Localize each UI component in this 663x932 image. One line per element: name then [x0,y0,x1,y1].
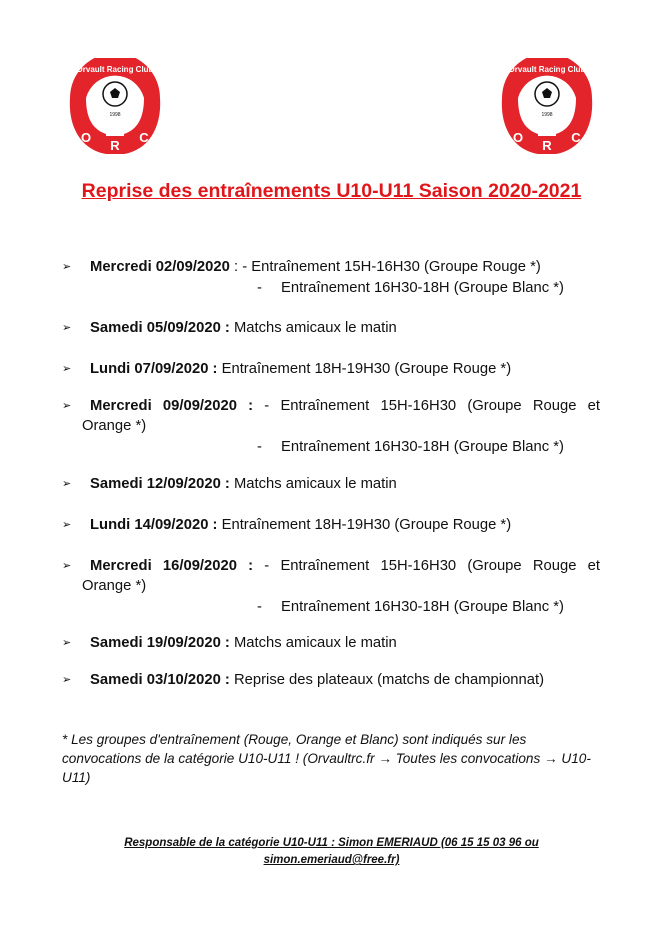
schedule-continuation: Orange *) [82,578,147,594]
schedule-text: Entraînement 18H-19H30 (Groupe Rouge *) [217,517,512,533]
responsable-line-1: Responsable de la catégorie U10-U11 : Simon EMERIAUD (06 15 15 03 96 ou [124,837,539,849]
schedule-item [62,515,600,535]
responsable-line-2: simon.emeriaud@free.fr) [263,854,400,866]
logo-year: 1998 [541,112,553,118]
schedule-subitem-text: Entraînement 16H30-18H (Groupe Blanc *) [281,280,564,296]
schedule-date: Lundi 07/09/2020 : [90,361,218,377]
arrow-bullet-icon: ➢ [62,519,72,531]
club-logo-left [64,58,166,156]
logo-letter-r: R [542,138,552,153]
groups-note: * Les groupes d'entraînement (Rouge, Orange et Blanc) sont indiqués sur les convocations de la catégorie U10-U11 ! (Orvaultrc.fr → Toutes les convocations → U10-U11) [62,732,591,785]
schedule-text: - Entraînement 15H-16H30 (Groupe Rouge et [253,558,601,574]
schedule-text: - Entraînement 15H-16H30 (Groupe Rouge et [253,398,601,414]
schedule-date: Lundi 14/09/2020 : [90,517,218,533]
schedule-item [62,556,600,596]
arrow-bullet-icon: ➢ [62,261,72,273]
arrow-bullet-icon: ➢ [62,674,72,686]
club-logo-right [496,58,598,156]
logo-letter-o: O [512,130,524,145]
schedule-text: Reprise des plateaux (matchs de championnat) [229,672,545,688]
schedule-subitem: - Entraînement 16H30-18H (Groupe Blanc *) [257,280,564,296]
schedule-text: Matchs amicaux le matin [229,635,397,651]
schedule-text: - Entraînement 15H-16H30 (Groupe Rouge *) [242,259,541,275]
schedule-date: Mercredi 16/09/2020 : [90,558,254,574]
schedule-separator: : [229,259,243,275]
schedule-item [62,633,600,653]
schedule-date: Samedi 03/10/2020 : [90,672,230,688]
schedule-date: Samedi 12/09/2020 : [90,476,230,492]
schedule-date: Samedi 05/09/2020 : [90,320,230,336]
schedule-item [62,318,600,338]
schedule-text: Entraînement 18H-19H30 (Groupe Rouge *) [217,361,512,377]
schedule-subitem: - Entraînement 16H30-18H (Groupe Blanc *) [257,599,564,615]
arrow-bullet-icon: ➢ [62,637,72,649]
logo-top-text: Orvault Racing Club [76,65,154,74]
logo-letter-c: C [571,130,581,145]
schedule-date: Mercredi 02/09/2020 [90,259,230,275]
schedule-text: Matchs amicaux le matin [229,320,397,336]
schedule-subitem-text: Entraînement 16H30-18H (Groupe Blanc *) [281,439,564,455]
schedule-date: Samedi 19/09/2020 : [90,635,230,651]
schedule-subitem: - Entraînement 16H30-18H (Groupe Blanc *) [257,439,564,455]
schedule-item [62,474,600,494]
logo-letter-o: O [80,130,92,145]
arrow-bullet-icon: ➢ [62,363,72,375]
schedule-item [62,670,600,690]
responsable-contact [0,835,663,869]
logo-year: 1998 [109,112,121,118]
schedule-item [62,359,600,379]
schedule-item [62,396,600,436]
page-title: Reprise des entraînements U10-U11 Saison 2020-2021 [81,180,582,202]
schedule-item [62,257,600,277]
logo-top-text: Orvault Racing Club [508,65,586,74]
logo-letter-c: C [139,130,149,145]
schedule-date: Mercredi 09/09/2020 : [90,398,254,414]
schedule-subitem-text: Entraînement 16H30-18H (Groupe Blanc *) [281,599,564,615]
schedule-continuation: Orange *) [82,418,147,434]
arrow-bullet-icon: ➢ [62,560,72,572]
arrow-bullet-icon: ➢ [62,322,72,334]
arrow-bullet-icon: ➢ [62,478,72,490]
logo-letter-r: R [110,138,120,153]
arrow-bullet-icon: ➢ [62,400,72,412]
schedule-text: Matchs amicaux le matin [229,476,397,492]
